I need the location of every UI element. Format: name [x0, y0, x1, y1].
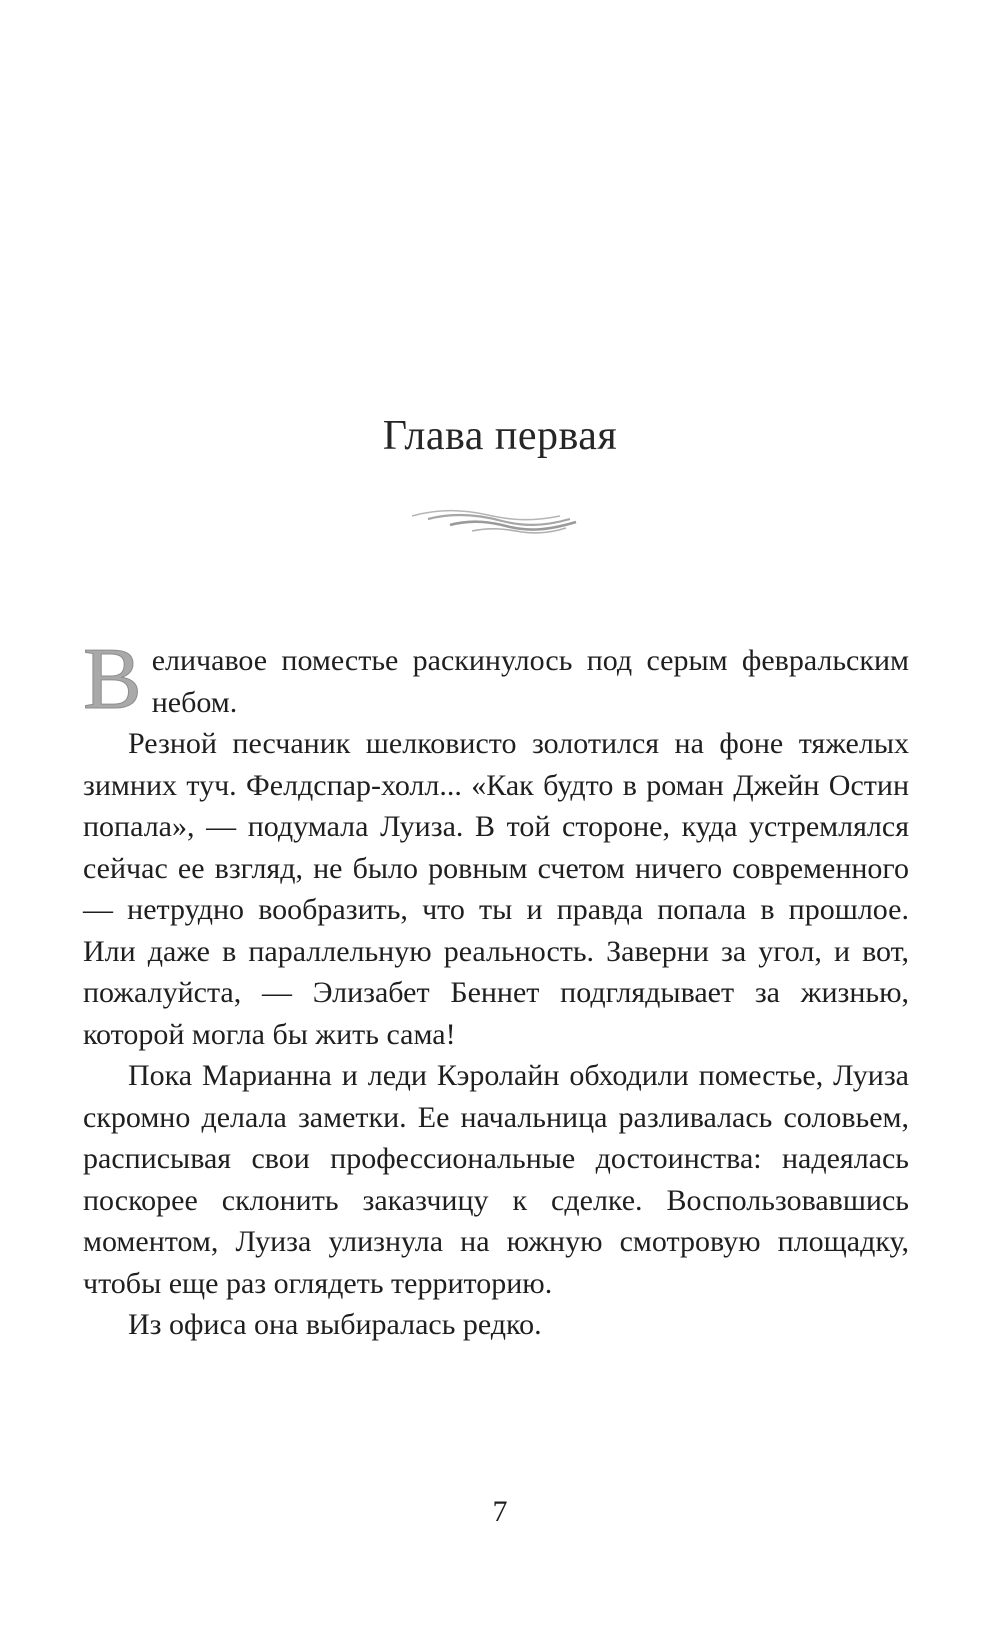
wave-ornament-icon — [410, 506, 580, 540]
paragraph-1-text: еличавое поместье раскинулось под серым февральским небом. — [151, 644, 909, 719]
drop-cap: В — [83, 631, 142, 728]
chapter-text — [83, 631, 909, 1346]
paragraph-1 — [83, 631, 909, 728]
paragraph-4: Из офиса она выбиралась редко. — [128, 1308, 542, 1341]
paragraph-3: Пока Марианна и леди Кэролайн обходили поместье, Луиза скромно делала заметки. Ее начальница разливалась соловьем, расписывая свои профессиональные достоинства: надеялась поскорее склонить заказчицу к сделке. Воспользовавшись моментом, Луиза улизнула на южную смотровую площадку, чтобы еще раз оглядеть территорию. — [83, 1059, 909, 1300]
chapter-title: Глава первая — [382, 413, 618, 459]
page-number: 7 — [492, 1495, 508, 1528]
paragraph-2: Резной песчаник шелковисто золотился на фоне тяжелых зимних туч. Фелдспар-холл... «Как будто в роман Джейн Остин попала», — подумала Луиза. В той стороне, куда устремлялся сейчас ее взгляд, не было ровным счетом ничего современного — нетрудно вообразить, что ты и правда попала в прошлое. Или даже в параллельную реальность. Заверни за угол, и вот, пожалуйста, — Элизабет Беннет подглядывает за жизнью, которой могла бы жить сама! — [83, 727, 909, 1051]
